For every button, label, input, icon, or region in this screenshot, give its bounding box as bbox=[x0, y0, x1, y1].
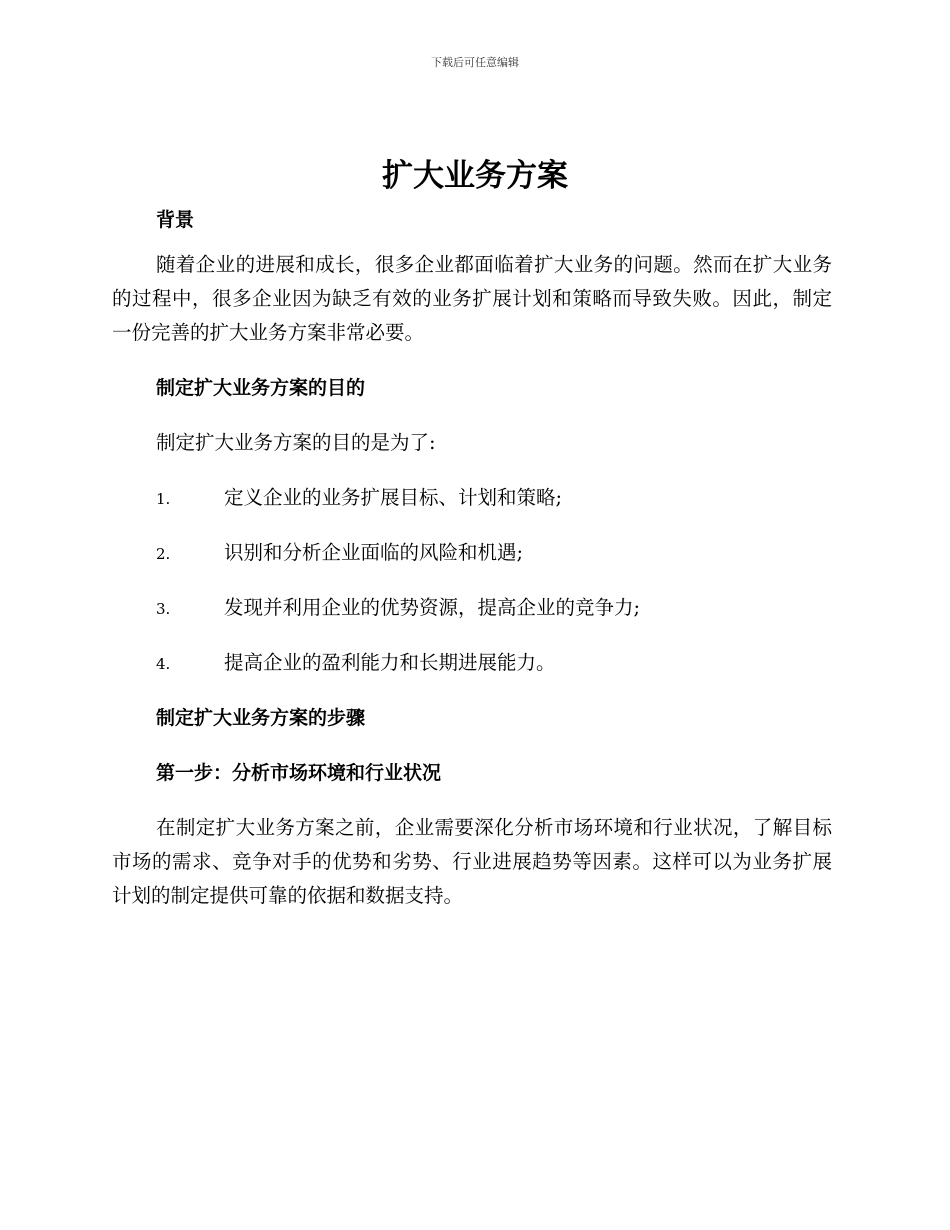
list-item bbox=[112, 536, 832, 591]
steps-heading: 制定扩大业务方案的步骤 bbox=[156, 707, 366, 729]
purpose-intro: 制定扩大业务方案的目的是为了: bbox=[156, 431, 436, 454]
list-item-text: 识别和分析企业面临的风险和机遇; bbox=[224, 541, 524, 564]
list-item-text: 提高企业的盈利能力和长期进展能力。 bbox=[224, 651, 556, 674]
header-note: 下载后可任意编辑 bbox=[431, 56, 519, 69]
purpose-list bbox=[112, 481, 832, 701]
background-paragraph: 随着企业的进展和成长，很多企业都面临着扩大业务的问题。然而在扩大业务的过程中，很多企业因为缺乏有效的业务扩展计划和策略而导致失败。因此，制定一份完善的扩大业务方案非常必要。 bbox=[112, 253, 832, 344]
list-item-text: 定义企业的业务扩展目标、计划和策略; bbox=[224, 486, 563, 509]
list-item bbox=[112, 646, 832, 701]
list-item-number: 1. bbox=[156, 490, 171, 508]
list-item-number: 3. bbox=[156, 600, 171, 618]
background-heading: 背景 bbox=[156, 209, 195, 231]
list-item bbox=[112, 591, 832, 646]
document-body bbox=[112, 203, 832, 913]
list-item-number: 2. bbox=[156, 545, 171, 563]
list-item-number: 4. bbox=[156, 655, 171, 673]
list-item-text: 发现并利用企业的优势资源，提高企业的竞争力; bbox=[224, 596, 641, 619]
step1-heading: 第一步：分析市场环境和行业状况 bbox=[156, 762, 442, 784]
document-title: 扩大业务方案 bbox=[382, 158, 568, 194]
list-item bbox=[112, 481, 832, 536]
step1-paragraph: 在制定扩大业务方案之前，企业需要深化分析市场环境和行业状况，了解目标市场的需求、竞争对手的优势和劣势、行业进展趋势等因素。这样可以为业务扩展计划的制定提供可靠的依据和数据支持。 bbox=[112, 816, 832, 907]
purpose-heading: 制定扩大业务方案的目的 bbox=[156, 377, 366, 399]
